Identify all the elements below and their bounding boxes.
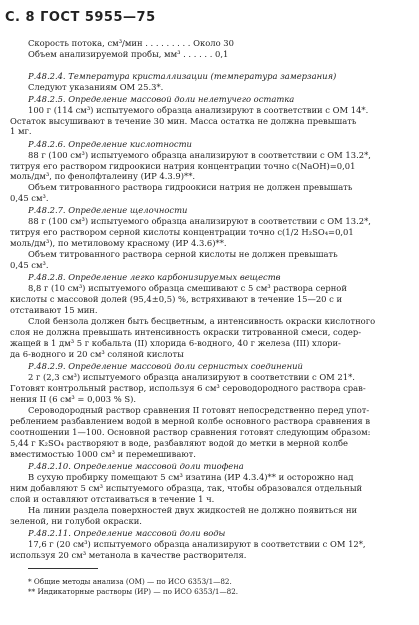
text-line: 5,44 г K₂SO₄ растворяют в воде, разбавляют водой до метки в мерной колбе xyxy=(10,438,349,448)
text-line: Объем анализируемой пробы, мм³ . . . . . . 0,1 xyxy=(28,49,229,59)
section-heading: Р.48.2.5. Определение массовой доли нелетучего остатка xyxy=(28,94,295,104)
text-line: На линии раздела поверхностей двух жидкостей не должно появиться ни xyxy=(28,505,358,515)
text-line: Сероводородный раствор сравнения II готовят непосредственно перед упот- xyxy=(28,405,370,415)
text-line: нения II (6 см³ = 0,003 % S). xyxy=(10,394,137,404)
section-heading: Р.48.2.4. Температура кристаллизации (температура замерзания) xyxy=(28,71,337,81)
section-heading: Р.48.2.10. Определение массовой доли тиофена xyxy=(28,461,244,471)
text-line: да 6-водного и 20 см³ соляной кислоты xyxy=(10,349,184,359)
text-line: 8,8 г (10 см³) испытуемого образца смешивают с 5 см³ раствора серной xyxy=(28,283,347,293)
page-header: С. 8 ГОСТ 5955—75 xyxy=(5,10,156,25)
text-line: 100 г (114 см³) испытуемого образца анализируют в соответствии с ОМ 14*. xyxy=(28,105,369,115)
footnote: ** Индикаторные растворы (ИР) — по ИСО 6353/1—82. xyxy=(28,587,239,596)
text-line: 1 мг. xyxy=(10,126,32,136)
text-line: В сухую пробирку помещают 5 см³ изатина (ИР 4.3.4)** и осторожно над xyxy=(28,472,354,482)
text-line: 88 г (100 см³) испытуемого образца анализируют в соответствии с ОМ 13.2*, xyxy=(28,216,371,226)
section-heading: Р.48.2.7. Определение щелочности xyxy=(28,205,188,215)
footnote: * Общие методы анализа (ОМ) — по ИСО 6353/1—82. xyxy=(28,577,232,586)
text-line: Скорость потока, см³/мин . . . . . . . . . Около 30 xyxy=(28,38,234,48)
text-line: слоя не должна превышать интенсивность окраски титрованной смеси, содер- xyxy=(10,327,362,337)
section-heading: Р.48.2.6. Определение кислотности xyxy=(28,139,192,149)
text-line: 88 г (100 см³) испытуемого образца анализируют в соответствии с ОМ 13.2*, xyxy=(28,150,371,160)
section-heading: Р.48.2.9. Определение массовой доли сернистых соединений xyxy=(28,361,303,371)
text-line: Остаток высушивают в течение 30 мин. Масса остатка не должна превышать xyxy=(10,116,357,126)
text-line: реблением разбавлением водой в мерной колбе основного раствора сравнения в xyxy=(10,416,371,426)
text-line: 2 г (2,3 см³) испытуемого образца анализируют в соответствии с ОМ 21*. xyxy=(28,372,355,382)
text-line: титруя его раствором гидроокиси натрия концентрации точно c(NaOH)=0,01 xyxy=(10,161,356,171)
text-line: Слой бензола должен быть бесцветным, а интенсивность окраски кислотного xyxy=(28,316,376,326)
text-line: зеленой, ни голубой окраски. xyxy=(10,516,142,526)
text-line: Следуют указаниям ОМ 25.3*. xyxy=(28,82,164,92)
text-line: 0,45 см³. xyxy=(10,260,49,270)
text-line: вместимостью 1000 см³ и перемешивают. xyxy=(10,449,196,459)
footnote-divider xyxy=(28,568,98,569)
text-line: соотношении 1—100. Основной раствор сравнения готовят следующим образом: xyxy=(10,427,371,437)
text-line: Готовят контрольный раствор, используя 6 см³ сероводородного раствора срав- xyxy=(10,383,366,393)
text-line: слой и оставляют отстаиваться в течение 1 ч. xyxy=(10,494,215,504)
text-line: Объем титрованного раствора серной кислоты не должен превышать xyxy=(28,249,338,259)
section-heading: Р.48.2.8. Определение легко карбонизируемых веществ xyxy=(28,272,281,282)
text-line: ним добавляют 5 см³ испытуемого образца, так, чтобы образовался отдельный xyxy=(10,483,363,493)
text-line: отстаивают 15 мин. xyxy=(10,305,98,315)
text-line: моль/дм³), по метиловому красному (ИР 4.3.6)**. xyxy=(10,238,227,248)
text-line: 17,6 г (20 см³) испытуемого образца анализируют в соответствии с ОМ 12*, xyxy=(28,539,366,549)
section-heading: Р.48.2.11. Определение массовой доли воды xyxy=(28,528,226,538)
text-line: Объем титрованного раствора гидроокиси натрия не должен превышать xyxy=(28,182,353,192)
text-line: используя 20 см³ метанола в качестве растворителя. xyxy=(10,550,247,560)
text-line: моль/дм³, по фенолфталеину (ИР 4.3.9)**. xyxy=(10,171,196,181)
text-line: 0,45 см³. xyxy=(10,193,49,203)
text-line: кислоты с массовой долей (95,4±0,5) %, встряхивают в течение 15—20 с и xyxy=(10,294,343,304)
text-line: жащей в 1 дм³ 5 г кобальта (II) хлорида 6-водного, 40 г железа (III) хлори- xyxy=(10,338,341,348)
text-line: титруя его раствором серной кислоты концентрации точно c(1/2 H₂SO₄=0,01 xyxy=(10,227,354,237)
